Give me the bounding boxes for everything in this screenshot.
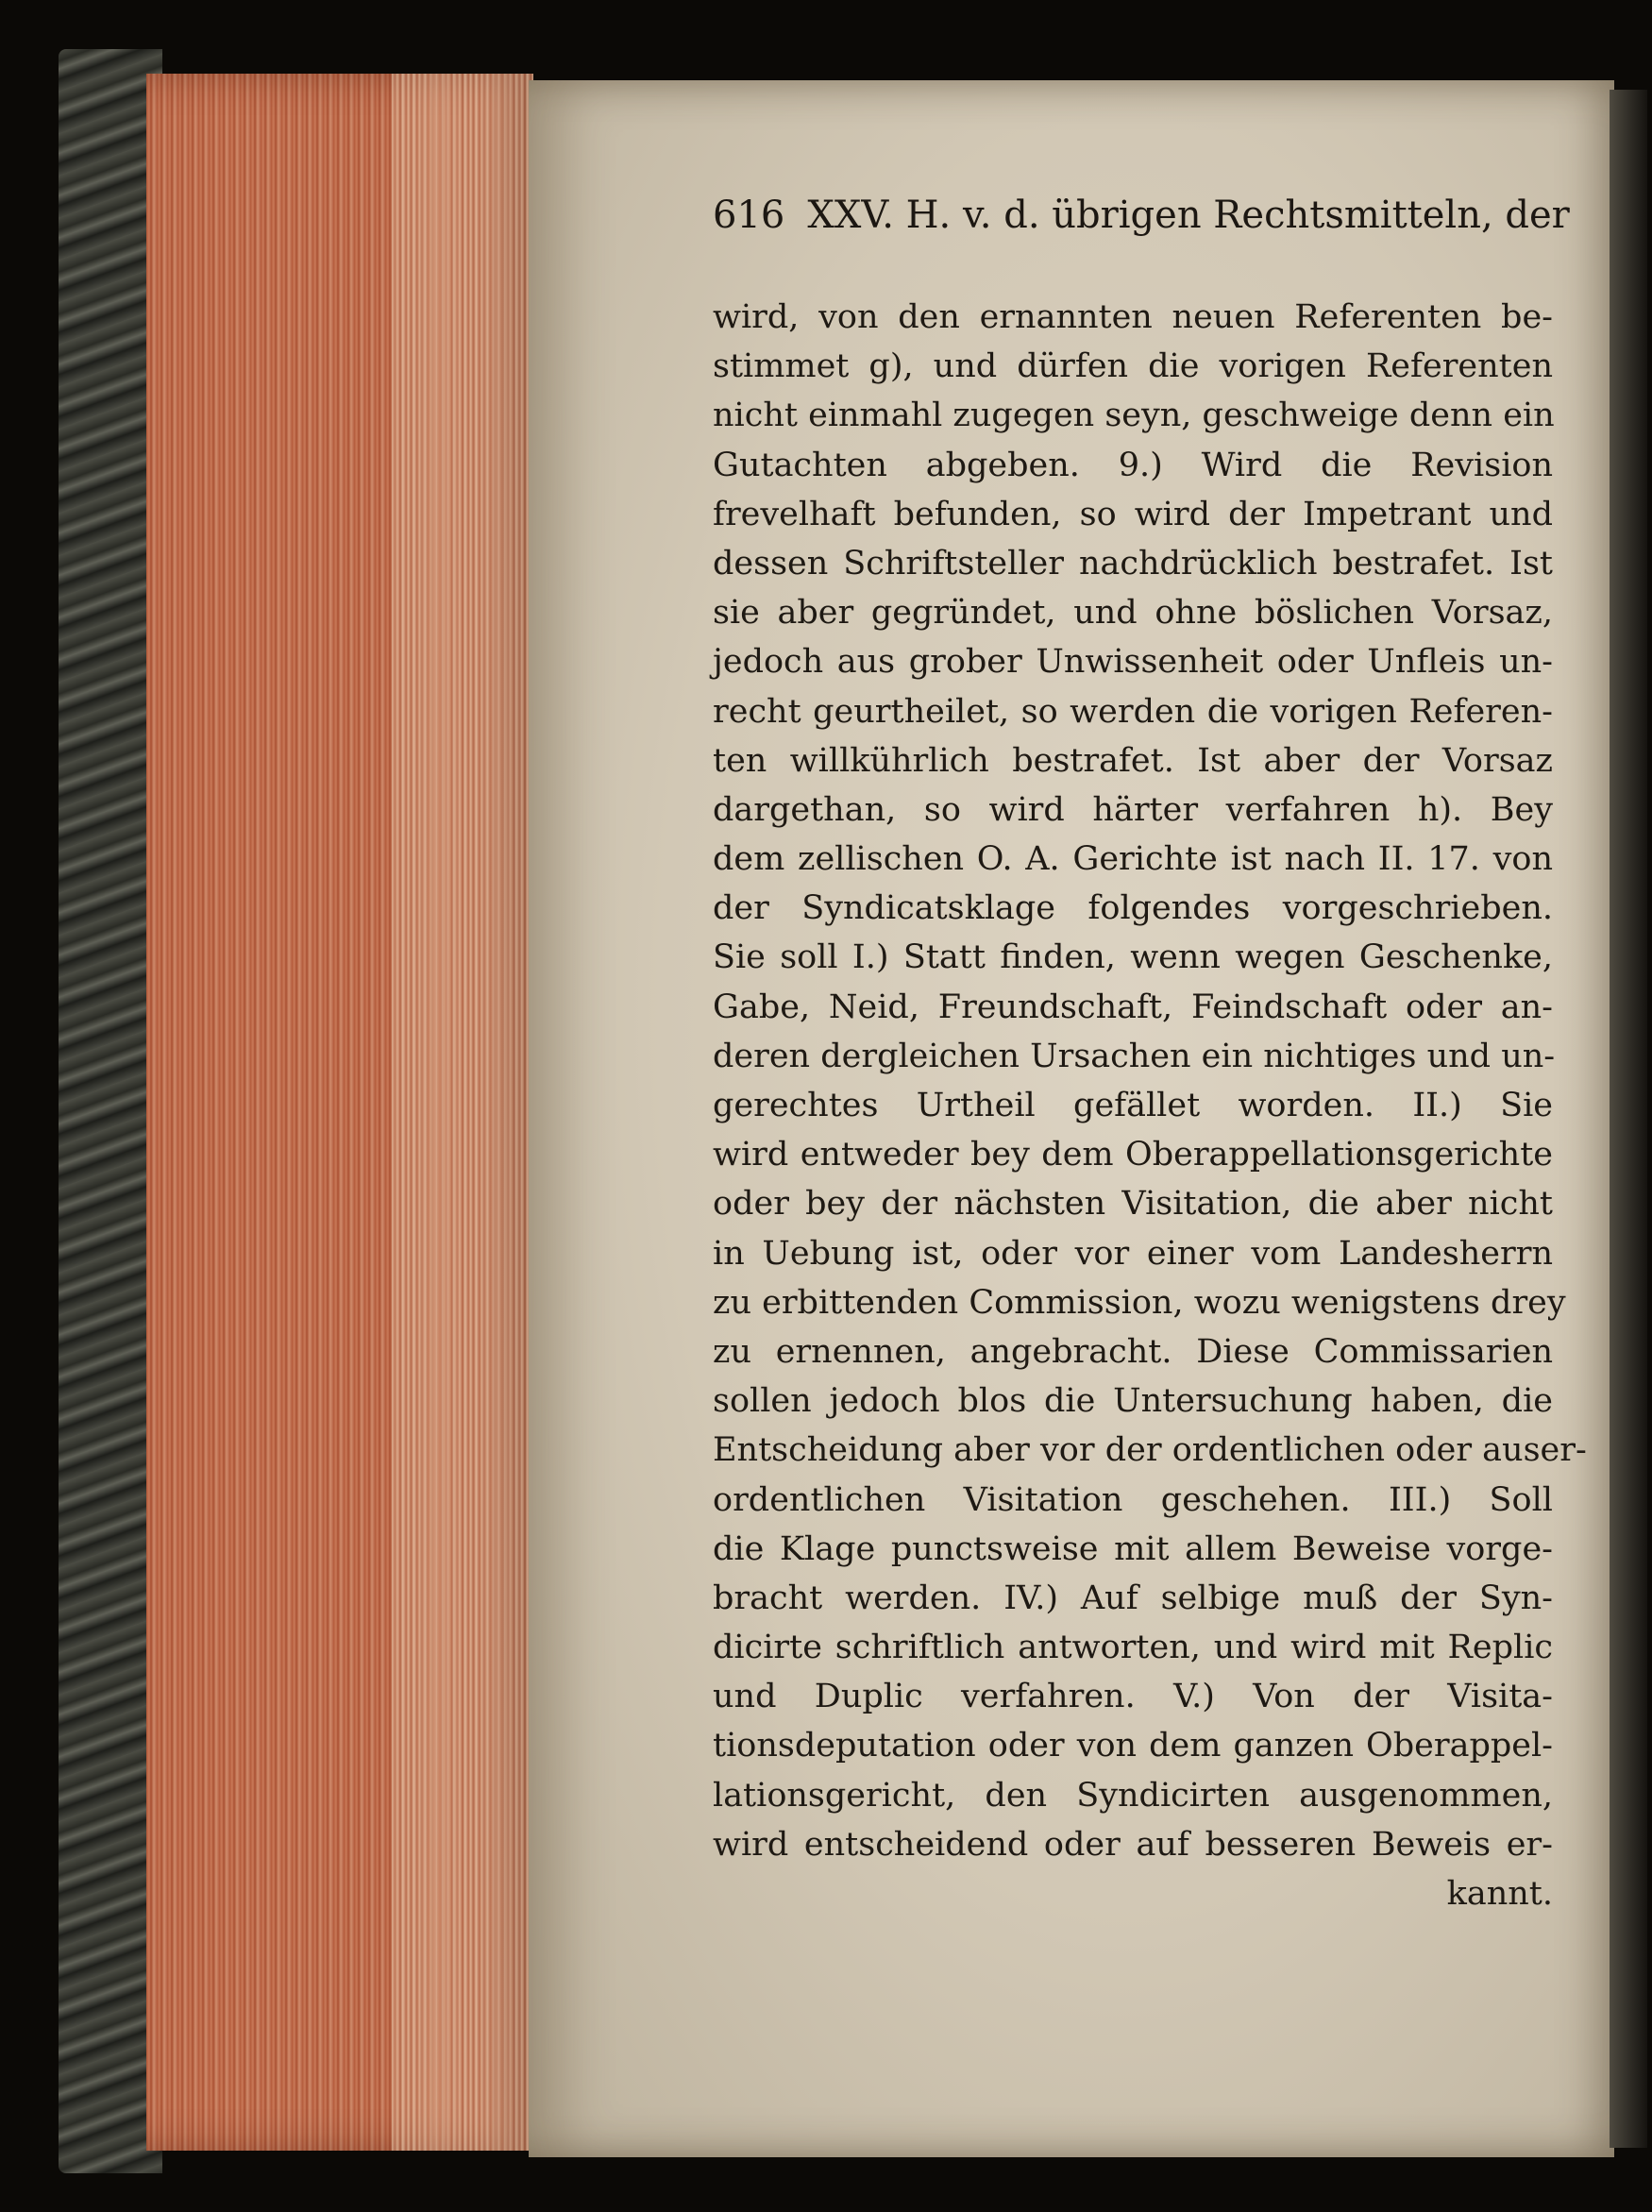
- catchword: kannt.: [1446, 1875, 1553, 1913]
- text-line: und Duplic verfahren. V.) Von der Visita-: [713, 1678, 1553, 1716]
- text-line: lationsgericht, den Syndicirten ausgenommen,: [713, 1776, 1553, 1815]
- text-line: der Syndicatsklage folgendes vorgeschrieben.: [713, 889, 1553, 928]
- text-line: die Klage punctsweise mit allem Beweise vorge-: [713, 1529, 1553, 1568]
- text-line: oder bey der nächsten Visitation, die aber nicht: [713, 1185, 1553, 1224]
- text-line: Entscheidung aber vor der ordentlichen oder auser-: [713, 1431, 1587, 1470]
- page-number: 616: [713, 194, 785, 237]
- text-line: zu ernennen, angebracht. Diese Commissarien: [713, 1332, 1553, 1371]
- running-title: XXV. H. v. d. übrigen Rechtsmitteln, der: [807, 194, 1570, 237]
- text-line: bracht werden. IV.) Auf selbige muß der Syn-: [713, 1579, 1553, 1617]
- gutter-shadow: [1610, 90, 1647, 2148]
- text-line: wird entweder bey dem Oberappellationsgerichte: [713, 1136, 1553, 1174]
- text-line: dargethan, so wird härter verfahren h). Bey: [713, 790, 1553, 829]
- text-line: wird, von den ernannten neuen Referenten be-: [713, 298, 1553, 336]
- page-edges: [146, 74, 533, 2151]
- running-header: [713, 194, 1570, 237]
- text-line: Sie soll I.) Statt finden, wenn wegen Geschenke,: [713, 938, 1553, 977]
- text-line: ten willkührlich bestrafet. Ist aber der Vorsaz: [713, 741, 1553, 780]
- text-line: ordentlichen Visitation geschehen. III.) Soll: [713, 1480, 1553, 1519]
- text-line: nicht einmahl zugegen seyn, geschweige denn ein: [713, 397, 1555, 435]
- text-line: dem zellischen O. A. Gerichte ist nach II. 17. von: [713, 840, 1553, 879]
- text-line: sollen jedoch blos die Untersuchung haben, die: [713, 1382, 1553, 1421]
- text-line: frevelhaft befunden, so wird der Impetrant und: [713, 495, 1553, 533]
- text-line: tionsdeputation oder von dem ganzen Oberappel-: [713, 1727, 1553, 1765]
- text-line: Gutachten abgeben. 9.) Wird die Revision: [713, 446, 1553, 484]
- text-line: gerechtes Urtheil gefället worden. II.) Sie: [713, 1087, 1553, 1124]
- text-line: sie aber gegründet, und ohne böslichen Vorsaz,: [713, 594, 1553, 633]
- text-line: dessen Schriftsteller nachdrücklich bestrafet. Ist: [713, 544, 1553, 583]
- text-line: wird entscheidend oder auf besseren Beweis er-: [713, 1825, 1553, 1864]
- text-line: stimmet g), und dürfen die vorigen Referenten: [713, 347, 1553, 386]
- body-text: [713, 293, 1587, 1918]
- text-line: zu erbittenden Commission, wozu wenigstens drey: [713, 1283, 1566, 1322]
- text-line: in Uebung ist, oder vor einer vom Landesherrn: [713, 1234, 1553, 1273]
- text-line: deren dergleichen Ursachen ein nichtiges und un-: [713, 1037, 1556, 1075]
- text-line: dicirte schriftlich antworten, und wird mit Replic: [713, 1629, 1553, 1667]
- text-line: recht geurtheilet, so werden die vorigen Referen-: [713, 692, 1553, 731]
- text-line: Gabe, Neid, Freundschaft, Feindschaft oder an-: [713, 988, 1553, 1026]
- text-line: jedoch aus grober Unwissenheit oder Unfleis un-: [713, 643, 1553, 682]
